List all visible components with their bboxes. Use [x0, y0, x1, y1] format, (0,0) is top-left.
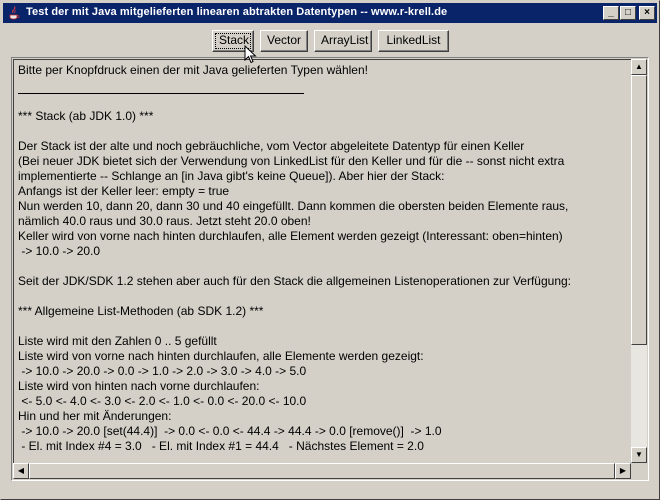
title-bar[interactable]: [3, 3, 657, 23]
output-line: *** Stack (ab JDK 1.0) ***: [18, 109, 154, 123]
output-line: Nun werden 10, dann 20, dann 30 und 40 eingefüllt. Dann kommen die obersten beiden Elemente raus,: [18, 199, 569, 213]
output-line: (Bei neuer JDK bietet sich der Verwendung von LinkedList für den Keller und für die -- sonst nicht extra: [18, 154, 565, 168]
output-line: Liste wird mit den Zahlen 0 .. 5 gefüllt: [18, 334, 217, 348]
output-line: implementierte -- Schlange an [in Java gibt's keine Queue]). Aber hier der Stack:: [18, 169, 445, 183]
output-line: Keller wird von vorne nach hinten durchlaufen, alle Element werden gezeigt (Interessant: oben=hinten): [18, 229, 563, 243]
output-line: -> 10.0 -> 20.0 -> 0.0 -> 1.0 -> 2.0 -> 3.0 -> 4.0 -> 5.0: [18, 364, 307, 378]
mouse-pointer-icon: [244, 45, 258, 65]
scroll-left-icon: ◀: [17, 466, 25, 475]
output-line: [18, 94, 627, 109]
scroll-up-icon: ▲: [635, 62, 643, 71]
output-line: nämlich 40.0 raus und 30.0 raus. Jetzt steht 20.0 oben!: [18, 214, 311, 228]
maximize-icon: □: [624, 7, 632, 18]
output-intro-line: Bitte per Knopfdruck einen der mit Java gelieferten Typen wählen!: [18, 63, 368, 77]
close-icon: ×: [644, 7, 650, 18]
scroll-right-icon: ▶: [619, 466, 627, 475]
stack-button[interactable]: Stack: [212, 30, 254, 52]
horizontal-scroll-thumb[interactable]: [29, 463, 615, 479]
scroll-right-button[interactable]: [615, 463, 631, 479]
output-line: -> 10.0 -> 20.0 [set(44.4)] -> 0.0 <- 0.0 <- 44.4 -> 44.4 -> 0.0 [remove()] -> 1.0: [18, 424, 442, 438]
output-line: Seit der JDK/SDK 1.2 stehen aber auch für den Stack die allgemeinen Listenoperationen zur Verfügung:: [18, 274, 572, 288]
vertical-scroll-thumb[interactable]: [631, 75, 647, 345]
output-line: - El. mit Index #4 = 3.0 - El. mit Index #1 = 44.4 - Nächstes Element = 2.0: [18, 439, 424, 453]
arraylist-button[interactable]: ArrayList: [314, 30, 372, 52]
maximize-button[interactable]: [620, 6, 636, 20]
output-line: Liste wird von vorne nach hinten durchlaufen, alle Elemente werden gezeigt:: [18, 349, 424, 363]
horizontal-scrollbar[interactable]: [13, 463, 631, 479]
output-line: Liste wird von hinten nach vorne durchlaufen:: [18, 379, 260, 393]
linkedlist-button[interactable]: LinkedList: [378, 30, 449, 52]
output-line: [18, 319, 627, 334]
scroll-up-button[interactable]: [631, 59, 647, 75]
output-line: Hin und her mit Änderungen:: [18, 409, 172, 423]
window-title: Test der mit Java mitgelieferten linearen abtrakten Datentypen -- www.r-krell.de: [26, 6, 448, 18]
output-line: Anfangs ist der Keller leer: empty = true: [18, 184, 230, 198]
scroll-down-icon: ▼: [635, 450, 643, 459]
scroll-left-button[interactable]: [13, 463, 29, 479]
output-lines: [18, 94, 627, 454]
output-line: -> 10.0 -> 20.0: [18, 244, 101, 258]
output-line: [18, 259, 627, 274]
output-line: Der Stack ist der alte und noch gebräuchliche, vom Vector abgeleitete Datentyp für einen Keller: [18, 139, 525, 153]
java-cup-icon: [6, 5, 22, 21]
minimize-icon: _: [608, 7, 614, 18]
output-line: *** Allgemeine List-Methoden (ab SDK 1.2) ***: [18, 304, 264, 318]
output-text: [14, 60, 631, 457]
output-line: [18, 124, 627, 139]
output-line: [18, 289, 627, 304]
vertical-scrollbar[interactable]: [631, 59, 647, 463]
output-scroll-pane: [11, 57, 649, 481]
minimize-button[interactable]: [603, 6, 619, 20]
scroll-down-button[interactable]: [631, 447, 647, 463]
output-textarea[interactable]: [13, 59, 631, 463]
output-line: <- 5.0 <- 4.0 <- 3.0 <- 2.0 <- 1.0 <- 0.0 <- 20.0 <- 10.0: [18, 394, 307, 408]
vector-button[interactable]: Vector: [260, 30, 308, 52]
scrollbar-corner: [631, 463, 647, 479]
close-button[interactable]: [639, 6, 655, 20]
